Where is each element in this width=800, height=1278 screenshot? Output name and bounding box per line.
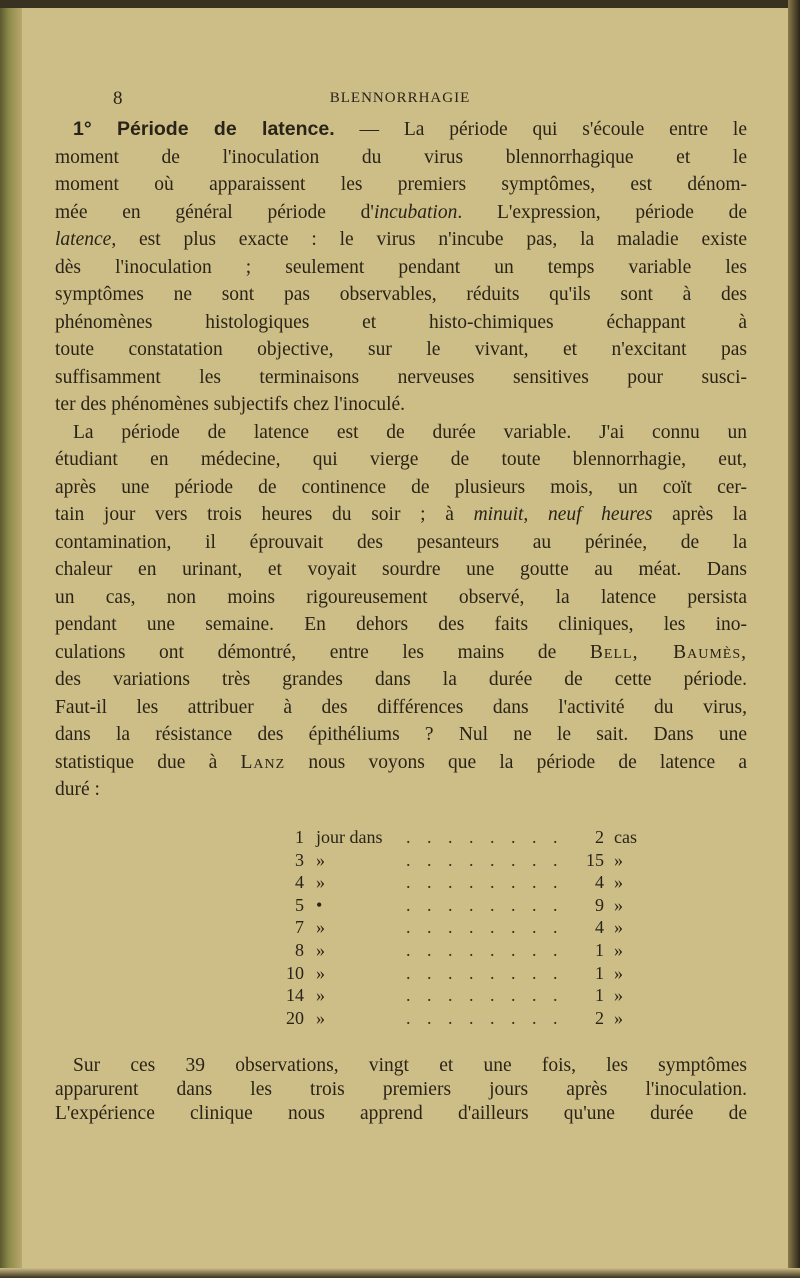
table-row bbox=[278, 984, 658, 1007]
text-segment: moment où apparaissent les premiers symptômes, est dénom- bbox=[55, 174, 747, 195]
text-segment: incubation bbox=[373, 201, 458, 223]
table-row bbox=[278, 939, 658, 962]
latency-statistics-table bbox=[278, 826, 658, 1029]
text-line bbox=[55, 556, 747, 584]
days-cell: 5 bbox=[295, 894, 304, 915]
text-line bbox=[55, 694, 747, 722]
count-cell: 2 bbox=[595, 1007, 604, 1028]
text-line bbox=[55, 391, 747, 419]
text-segment: mée en général période d' bbox=[55, 201, 374, 223]
text-segment: La période de latence est de durée variable. J'ai connu un bbox=[73, 421, 747, 443]
table-row bbox=[278, 916, 658, 939]
text-line bbox=[55, 364, 747, 392]
cases-label: » bbox=[614, 1007, 623, 1028]
dot-leader: . . . . . . . . bbox=[406, 894, 564, 915]
text-line bbox=[55, 639, 747, 667]
unit-cell: » bbox=[316, 849, 325, 870]
closing-paragraph bbox=[55, 1054, 747, 1126]
text-segment: toute constatation objective, sur le vivant, et n'excitant pas bbox=[55, 339, 747, 360]
text-segment: chaleur en urinant, et voyait sourdre une goutte au méat. Dans bbox=[55, 559, 747, 580]
table-row bbox=[278, 894, 658, 917]
table-row bbox=[278, 849, 658, 872]
text-line: L'expérience clinique nous apprend d'ailleurs qu'une durée de bbox=[55, 1103, 747, 1124]
text-segment: dès l'inoculation ; seulement pendant un temps variable les bbox=[55, 256, 747, 278]
dot-leader: . . . . . . . . bbox=[406, 917, 564, 938]
running-head: BLENNORRHAGIE bbox=[329, 90, 471, 106]
cases-label: » bbox=[614, 917, 623, 938]
unit-cell: » bbox=[316, 962, 325, 983]
days-cell: 4 bbox=[295, 872, 304, 893]
text-line bbox=[55, 584, 747, 612]
unit-cell: » bbox=[316, 917, 325, 938]
table-row bbox=[278, 1007, 658, 1030]
days-cell: 1 bbox=[295, 827, 304, 847]
text-line bbox=[55, 199, 747, 227]
days-cell: 10 bbox=[286, 962, 304, 983]
text-line bbox=[55, 721, 747, 749]
text-segment: nous voyons que la période de latence a bbox=[285, 751, 747, 773]
text-line bbox=[55, 116, 747, 144]
count-cell: 9 bbox=[595, 894, 604, 915]
text-segment: Lanz bbox=[240, 751, 286, 773]
text-line bbox=[55, 336, 747, 364]
text-segment: minuit, neuf heures bbox=[473, 504, 653, 525]
count-cell: 2 bbox=[595, 827, 604, 847]
page-bottom-edge bbox=[0, 1268, 800, 1278]
text-line bbox=[55, 501, 747, 529]
dot-leader: . . . . . . . . bbox=[406, 962, 564, 983]
body-text bbox=[55, 116, 747, 804]
text-segment: culations ont démontré, entre les mains de bbox=[55, 641, 590, 663]
days-cell: 8 bbox=[295, 939, 304, 960]
dot-leader: . . . . . . . . bbox=[406, 939, 564, 960]
cases-label: » bbox=[614, 894, 623, 915]
text-segment: . L'expression, période de bbox=[457, 201, 748, 223]
text-segment: Faut-il les attribuer à des différences dans l'activité du virus, bbox=[55, 696, 747, 718]
text-line bbox=[55, 309, 747, 337]
count-cell: 15 bbox=[586, 849, 604, 870]
text-segment: après une période de continence de plusieurs mois, un coït cer- bbox=[55, 476, 747, 498]
section-heading: 1° Période de latence. bbox=[73, 118, 335, 140]
text-segment: phénomènes histologiques et histo-chimiques échappant à bbox=[55, 311, 747, 333]
text-segment: Bell, Baumès, bbox=[589, 641, 747, 663]
unit-cell: jour dans bbox=[316, 827, 383, 847]
text-line: apparurent dans les trois premiers jours après l'inoculation. bbox=[55, 1079, 747, 1100]
text-segment: latence bbox=[55, 229, 112, 250]
count-cell: 1 bbox=[595, 962, 604, 983]
text-segment: après la bbox=[652, 504, 748, 525]
text-segment: moment de l'inoculation du virus blennorrhagique et le bbox=[55, 146, 747, 168]
text-segment: — La période qui s'écoule entre le bbox=[334, 119, 747, 140]
text-line bbox=[55, 666, 747, 694]
cases-label: » bbox=[614, 962, 623, 983]
text-line bbox=[55, 419, 747, 447]
text-segment: duré : bbox=[55, 779, 100, 800]
text-segment: tain jour vers trois heures du soir ; à bbox=[55, 504, 474, 525]
text-segment: un cas, non moins rigoureusement observé, la latence persista bbox=[55, 586, 747, 608]
dot-leader: . . . . . . . . bbox=[406, 827, 564, 847]
dot-leader: . . . . . . . . bbox=[406, 985, 564, 1006]
text-segment: suffisamment les terminaisons nerveuses sensitives pour susci- bbox=[55, 366, 747, 388]
table-row bbox=[278, 962, 658, 985]
text-line bbox=[55, 749, 747, 777]
text-line bbox=[55, 281, 747, 309]
text-line bbox=[55, 226, 747, 254]
text-segment: ter des phénomènes subjectifs chez l'inoculé. bbox=[55, 394, 406, 415]
page-number: 8 bbox=[113, 88, 123, 109]
unit-cell: » bbox=[316, 872, 325, 893]
text-line bbox=[55, 529, 747, 557]
text-line bbox=[55, 776, 747, 804]
text-line bbox=[55, 171, 747, 199]
text-line bbox=[55, 254, 747, 282]
dot-leader: . . . . . . . . bbox=[406, 1007, 564, 1028]
page-right-edge bbox=[788, 0, 800, 1278]
text-segment: dans la résistance des épithéliums ? Nul ne le sait. Dans une bbox=[55, 724, 747, 745]
count-cell: 1 bbox=[595, 939, 604, 960]
dot-leader: . . . . . . . . bbox=[406, 872, 564, 893]
text-segment: étudiant en médecine, qui vierge de toute blennorrhagie, eut, bbox=[55, 449, 747, 470]
days-cell: 14 bbox=[286, 985, 304, 1006]
unit-cell: » bbox=[316, 985, 325, 1006]
text-segment: , est plus exacte : le virus n'incube pas, la maladie existe bbox=[111, 229, 747, 250]
text-segment: symptômes ne sont pas observables, réduits qu'ils sont à des bbox=[55, 284, 747, 305]
count-cell: 4 bbox=[595, 872, 604, 893]
days-cell: 20 bbox=[286, 1007, 304, 1028]
text-line: Sur ces 39 observations, vingt et une fois, les symptômes bbox=[73, 1055, 747, 1076]
cases-label: » bbox=[614, 872, 623, 893]
cases-label: » bbox=[614, 849, 623, 870]
text-segment: pendant une semaine. En dehors des faits cliniques, les ino- bbox=[55, 614, 747, 635]
text-segment: statistique due à bbox=[55, 751, 241, 773]
unit-cell: » bbox=[316, 1007, 325, 1028]
cases-label: » bbox=[614, 939, 623, 960]
table-row bbox=[278, 826, 658, 849]
page-top-edge bbox=[0, 0, 800, 8]
days-cell: 7 bbox=[295, 917, 304, 938]
dot-leader: . . . . . . . . bbox=[406, 849, 564, 870]
text-line bbox=[55, 446, 747, 474]
text-line bbox=[55, 144, 747, 172]
text-line bbox=[55, 474, 747, 502]
unit-cell: » bbox=[316, 939, 325, 960]
count-cell: 4 bbox=[595, 917, 604, 938]
text-segment: contamination, il éprouvait des pesanteurs au périnée, de la bbox=[55, 531, 747, 553]
text-segment: des variations très grandes dans la durée de cette période. bbox=[55, 669, 747, 690]
table-row bbox=[278, 871, 658, 894]
count-cell: 1 bbox=[595, 985, 604, 1006]
text-line bbox=[55, 611, 747, 639]
unit-cell: • bbox=[316, 894, 323, 915]
days-cell: 3 bbox=[295, 849, 304, 870]
cases-label: cas bbox=[614, 827, 637, 847]
cases-label: » bbox=[614, 985, 623, 1006]
book-binding-edge bbox=[0, 0, 22, 1278]
